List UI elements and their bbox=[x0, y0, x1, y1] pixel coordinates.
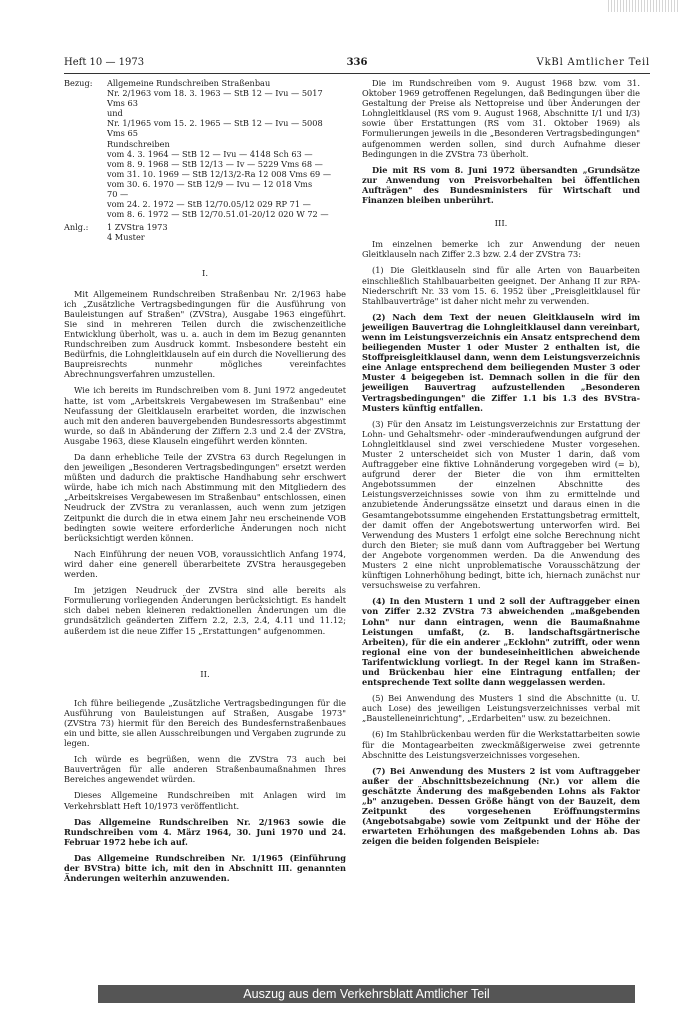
paragraph: Im einzelnen bemerke ich zur Anwendung der neuen Gleitklauseln nach Ziffer 2.3 bzw. 2.4 der ZVStra 73: bbox=[362, 239, 640, 260]
reference-line: vom 24. 2. 1972 — StB 12/70.05/12 029 RP 71 — bbox=[107, 199, 311, 210]
attachment-line: 4 Muster bbox=[107, 232, 145, 243]
page-number: 336 bbox=[346, 57, 368, 68]
header-rule bbox=[64, 73, 650, 74]
right-column bbox=[362, 78, 640, 852]
reference-line: Vms 63 bbox=[107, 98, 138, 109]
reference-line: Nr. 2/1963 vom 18. 3. 1963 — StB 12 — Ivu — 5017 bbox=[107, 88, 323, 99]
reference-line: Vms 65 bbox=[107, 128, 138, 139]
source-banner: Auszug aus dem Verkehrsblatt Amtlicher Teil bbox=[98, 985, 635, 1003]
reference-label: Bezug: bbox=[64, 78, 93, 88]
paragraph: Nach Einführung der neuen VOB, voraussichtlich Anfang 1974, wird daher eine generell überarbeitete ZVStra herausgegeben werden. bbox=[64, 548, 346, 580]
paragraph: Wie ich bereits im Rundschreiben vom 8. Juni 1972 angedeutet hatte, ist vom „Arbeitskreis Vergabewesen im Straßenbau" eine Neufassung der Gleitklauseln erarbeitet worden, die inzwischen auch mit den anderen bauvergebenden Bundesressorts abgestimmt wurde, so daß in Abänderung der Ziffern 2.3 und 2.4 der ZVStra, Ausgabe 1963, diese Klauseln eingeführt werden könnten. bbox=[64, 385, 347, 446]
paragraph: Das Allgemeine Rundschreiben Nr. 1/1965 (Einführung der BVStra) bitte ich, mit den in Abschnitt III. genannten Änderungen weiterhin anzuwenden. bbox=[64, 852, 346, 884]
reference-line: Allgemeine Rundschreiben Straßenbau bbox=[107, 78, 271, 88]
scan-artifact bbox=[608, 0, 678, 12]
paragraph: Da dann erhebliche Teile der ZVStra 63 durch Regelungen in den jeweiligen „Besonderen Vertragsbedingungen" ersetzt werden müßten und dadurch die praktische Handhabung sehr erschwert würde, habe ich mich nach Abstimmung mit den Mitgliedern des „Arbeitskreises Vergabewesen im Straßenbau" entschlossen, einen Neudruck der ZVStra zu veranlassen, auch wenn zum jetzigen Zeitpunkt die durch die in etwa einem Jahr neu erscheinende VOB bedingten sowie weitere erforderliche Änderungen noch nicht berücksichtigt werden können. bbox=[64, 452, 346, 543]
attachment-list bbox=[107, 222, 346, 242]
attachment-block bbox=[64, 222, 346, 242]
paragraph: Mit Allgemeinem Rundschreiben Straßenbau Nr. 2/1963 habe ich „Zusätzliche Vertragsbedingungen für die Ausführung von Bauleistungen auf Straßen" (ZVStra), Ausgabe 1963 eingeführt. Sie sind in mehreren Teilen durch die zwischenzeitliche Entwicklung überholt, was u. a. auch in dem im Bezug genannten Rundschreiben zum Ausdruck kommt. Insbesondere besteht ein Bedürfnis, die Lohngleitklauseln auf ein durch die Novellierung des Baupreisrechts nunmehr mögliches vereinfachtes Abrechnungsverfahren umzustellen. bbox=[64, 288, 346, 380]
paragraph: Im jetzigen Neudruck der ZVStra sind alle bereits als Formulierung vorliegenden Änderungen berücksichtigt. Es handelt sich dabei neben kleineren redaktionellen Änderungen um die grundsätzlich geänderten Ziffern 2.2, 2.3, 2.4, 4.11 und 11.12; außerdem ist die neue Ziffer 15 „Erstattungen" aufgenommen. bbox=[64, 585, 346, 636]
left-column bbox=[64, 78, 346, 889]
section-heading-3: III. bbox=[494, 219, 508, 230]
publication-label: VkBl Amtlicher Teil bbox=[536, 57, 650, 68]
paragraph: (2) Nach dem Text der neuen Gleitklauseln wird im jeweiligen Bauvertrag die Lohngleitklausel dann vereinbart, wenn im Leistungsverzeichnis ein Ansatz entsprechend dem beiliegenden Muster 1 oder Muster 2 enthalten ist, die Stoffpreisgleitklausel dann, wenn dem Leistungsverzeichnis eine Anlage entsprechend dem beiliegenden Muster 3 oder Muster 4 beigegeben ist. Demnach sollen in die für den jeweiligen Bauvertrag aufzustellenden „Besonderen Vertragsbedingungen" die Ziffer 1.1 bis 1.3 des BVStra-Musters künftig entfallen. bbox=[362, 311, 640, 413]
issue-label: Heft 10 — 1973 bbox=[64, 57, 145, 68]
reference-line: vom 31. 10. 1969 — StB 12/13/2-Ra 12 008 Vms 69 — bbox=[107, 168, 332, 179]
paragraph: (1) Die Gleitklauseln sind für alle Arten von Bauarbeiten einschließlich Stahlbauarbeiten geeignet. Der Anhang II zur RPA-Niederschrift Nr. 33 vom 15. 6. 1952 über „Preisgleitklausel für Stahlbauverträge" ist daher nicht mehr zu verwenden. bbox=[362, 265, 640, 306]
reference-line: vom 8. 6. 1972 — StB 12/70.51.01-20/12 020 W 72 — bbox=[107, 209, 329, 220]
attachment-label: Anlg.: bbox=[64, 222, 89, 233]
reference-list bbox=[107, 78, 346, 219]
paragraph: Die im Rundschreiben vom 9. August 1968 bzw. vom 31. Oktober 1969 getroffenen Regelungen, daß Bedingungen über die Gestaltung der Preise als Nettopreise und über Änderungen der Lohngleitklausel (RS vom 9. August 1968, Abschnitte I/1 und I/3) sowie über Erstattungen (RS vom 31. Oktober 1969) als Formulierungen jeweils in die „Besonderen Vertragsbedingungen" aufgenommen werden sollen, sind durch Aufnahme dieser Bedingungen in die ZVStra 73 überholt. bbox=[362, 78, 640, 159]
section-heading-2: II. bbox=[200, 669, 210, 680]
paragraph: (5) Bei Anwendung des Musters 1 sind die Abschnitte (u. U. auch Lose) des jeweiligen Leistungsverzeichnisses verbal mit „Baustelleneinrichtung", „Erdarbeiten" usw. zu bezeichnen. bbox=[362, 693, 640, 724]
paragraph: (6) Im Stahlbrückenbau werden für die Werkstattarbeiten sowie für die Montagearbeiten zweckmäßigerweise zwei getrennte Abschnitte des Leistungsverzeichnisses vorgesehen. bbox=[362, 729, 640, 760]
paragraph: (7) Bei Anwendung des Musters 2 ist vom Auftraggeber außer der Abschnittsbezeichnung (Nr.) vor allem die geschätzte Änderung des maßgebenden Lohns als Faktor „b" anzugeben. Dessen Größe hängt von der Bauzeit, dem Zeitpunkt des vorgesehenen Eröffnungstermins (Angebotsabgabe) sowie vom Zeitpunkt und der Höhe der erwarteten Erhöhungen des maßgebenden Lohns ab. Das zeigen die beiden folgenden Beispiele: bbox=[362, 765, 640, 847]
reference-line: vom 8. 9. 1968 — StB 12/13 — Iv — 5229 Vms 68 — bbox=[107, 158, 323, 169]
paragraph: Ich führe beiliegende „Zusätzliche Vertragsbedingungen für die Ausführung von Bauleistungen auf Straßen, Ausgabe 1973" (ZVStra 73) hiermit für den Bereich des Bundesfernstraßenbaues ein und bitte, sie allen Ausschreibungen und Vergaben zugrunde zu legen. bbox=[64, 697, 346, 749]
section-heading-1: I. bbox=[201, 268, 209, 279]
reference-line: vom 4. 3. 1964 — StB 12 — Ivu — 4148 Sch 63 — bbox=[107, 148, 313, 159]
paragraph: (4) In den Mustern 1 und 2 soll der Auftraggeber einen von Ziffer 2.32 ZVStra 73 abweichenden „maßgebenden Lohn" nur dann eintragen, wenn die Baumaßnahme Leistungen umfaßt, (z. B. landschaftsgärtnerische Arbeiten), für die ein anderer „Ecklohn" zutrifft, oder wenn regional eine von der bundeseinheitlichen abweichende Tarifentwicklung vorliegt. In der Regel kann im Straßen- und Brückenbau hier eine Eintragung entfallen; der entsprechende Text sollte dann weggelassen werden. bbox=[362, 596, 640, 688]
paragraph: Die mit RS vom 8. Juni 1972 übersandten „Grundsätze zur Anwendung von Preisvorbehalten bei öffentlichen Aufträgen" des Bundesministers für Wirtschaft und Finanzen bleiben unberührt. bbox=[362, 164, 640, 206]
paragraph: Das Allgemeine Rundschreiben Nr. 2/1963 sowie die Rundschreiben vom 4. März 1964, 30. Juni 1970 und 24. Februar 1972 hebe ich auf. bbox=[64, 816, 346, 847]
reference-line: und bbox=[107, 108, 123, 119]
paragraph: (3) Für den Ansatz im Leistungsverzeichnis zur Erstattung der Lohn- und Gehaltsmehr- oder -minderaufwendungen aufgrund der Lohngleitklausel sind zwei verschiedene Muster vorgesehen. Muster 2 unterscheidet sich von Muster 1 darin, daß vom Auftraggeber eine fiktive Lohnänderung vorgegeben wird (= b), aufgrund derer der Bieter die von ihm ermittelten Angebotssummen der einzelnen Abschnitte des Leistungsverzeichnisses sowie von ihm zu ermittelnde und anzubietende Änderungssätze einsetzt und daraus einen in die Gesamtangebotssumme eingehenden Erstattungsbetrag ermittelt, der damit offen der Angebotswertung unterworfen wird. Bei Verwendung des Musters 1 erfolgt eine solche Berechnung nicht durch den Bieter; sie muß dann vom Auftraggeber bei Wertung der Angebote vorgenommen werden. Da die Anwendung des Musters 2 eine nicht unproblematische Vorausschätzung der künftigen Lohnerhöhung bedingt, bitte ich, hiernach zunächst nur versuchsweise zu verfahren. bbox=[362, 418, 640, 591]
reference-block bbox=[64, 78, 346, 219]
reference-line: vom 30. 6. 1970 — StB 12/9 — Ivu — 12 018 Vms bbox=[107, 178, 313, 189]
running-header bbox=[64, 57, 650, 71]
reference-line: 70 — bbox=[107, 189, 129, 200]
reference-line: Nr. 1/1965 vom 15. 2. 1965 — StB 12 — Ivu — 5008 bbox=[107, 118, 323, 129]
reference-line: Rundschreiben bbox=[107, 138, 170, 149]
attachment-line: 1 ZVStra 1973 bbox=[107, 222, 168, 233]
paragraph: Ich würde es begrüßen, wenn die ZVStra 73 auch bei Bauverträgen für alle anderen Straßenbaumaßnahmen Ihres Bereiches angewendet würden. bbox=[64, 754, 346, 785]
paragraph: Dieses Allgemeine Rundschreiben mit Anlagen wird im Verkehrsblatt Heft 10/1973 veröffentlicht. bbox=[64, 790, 346, 811]
